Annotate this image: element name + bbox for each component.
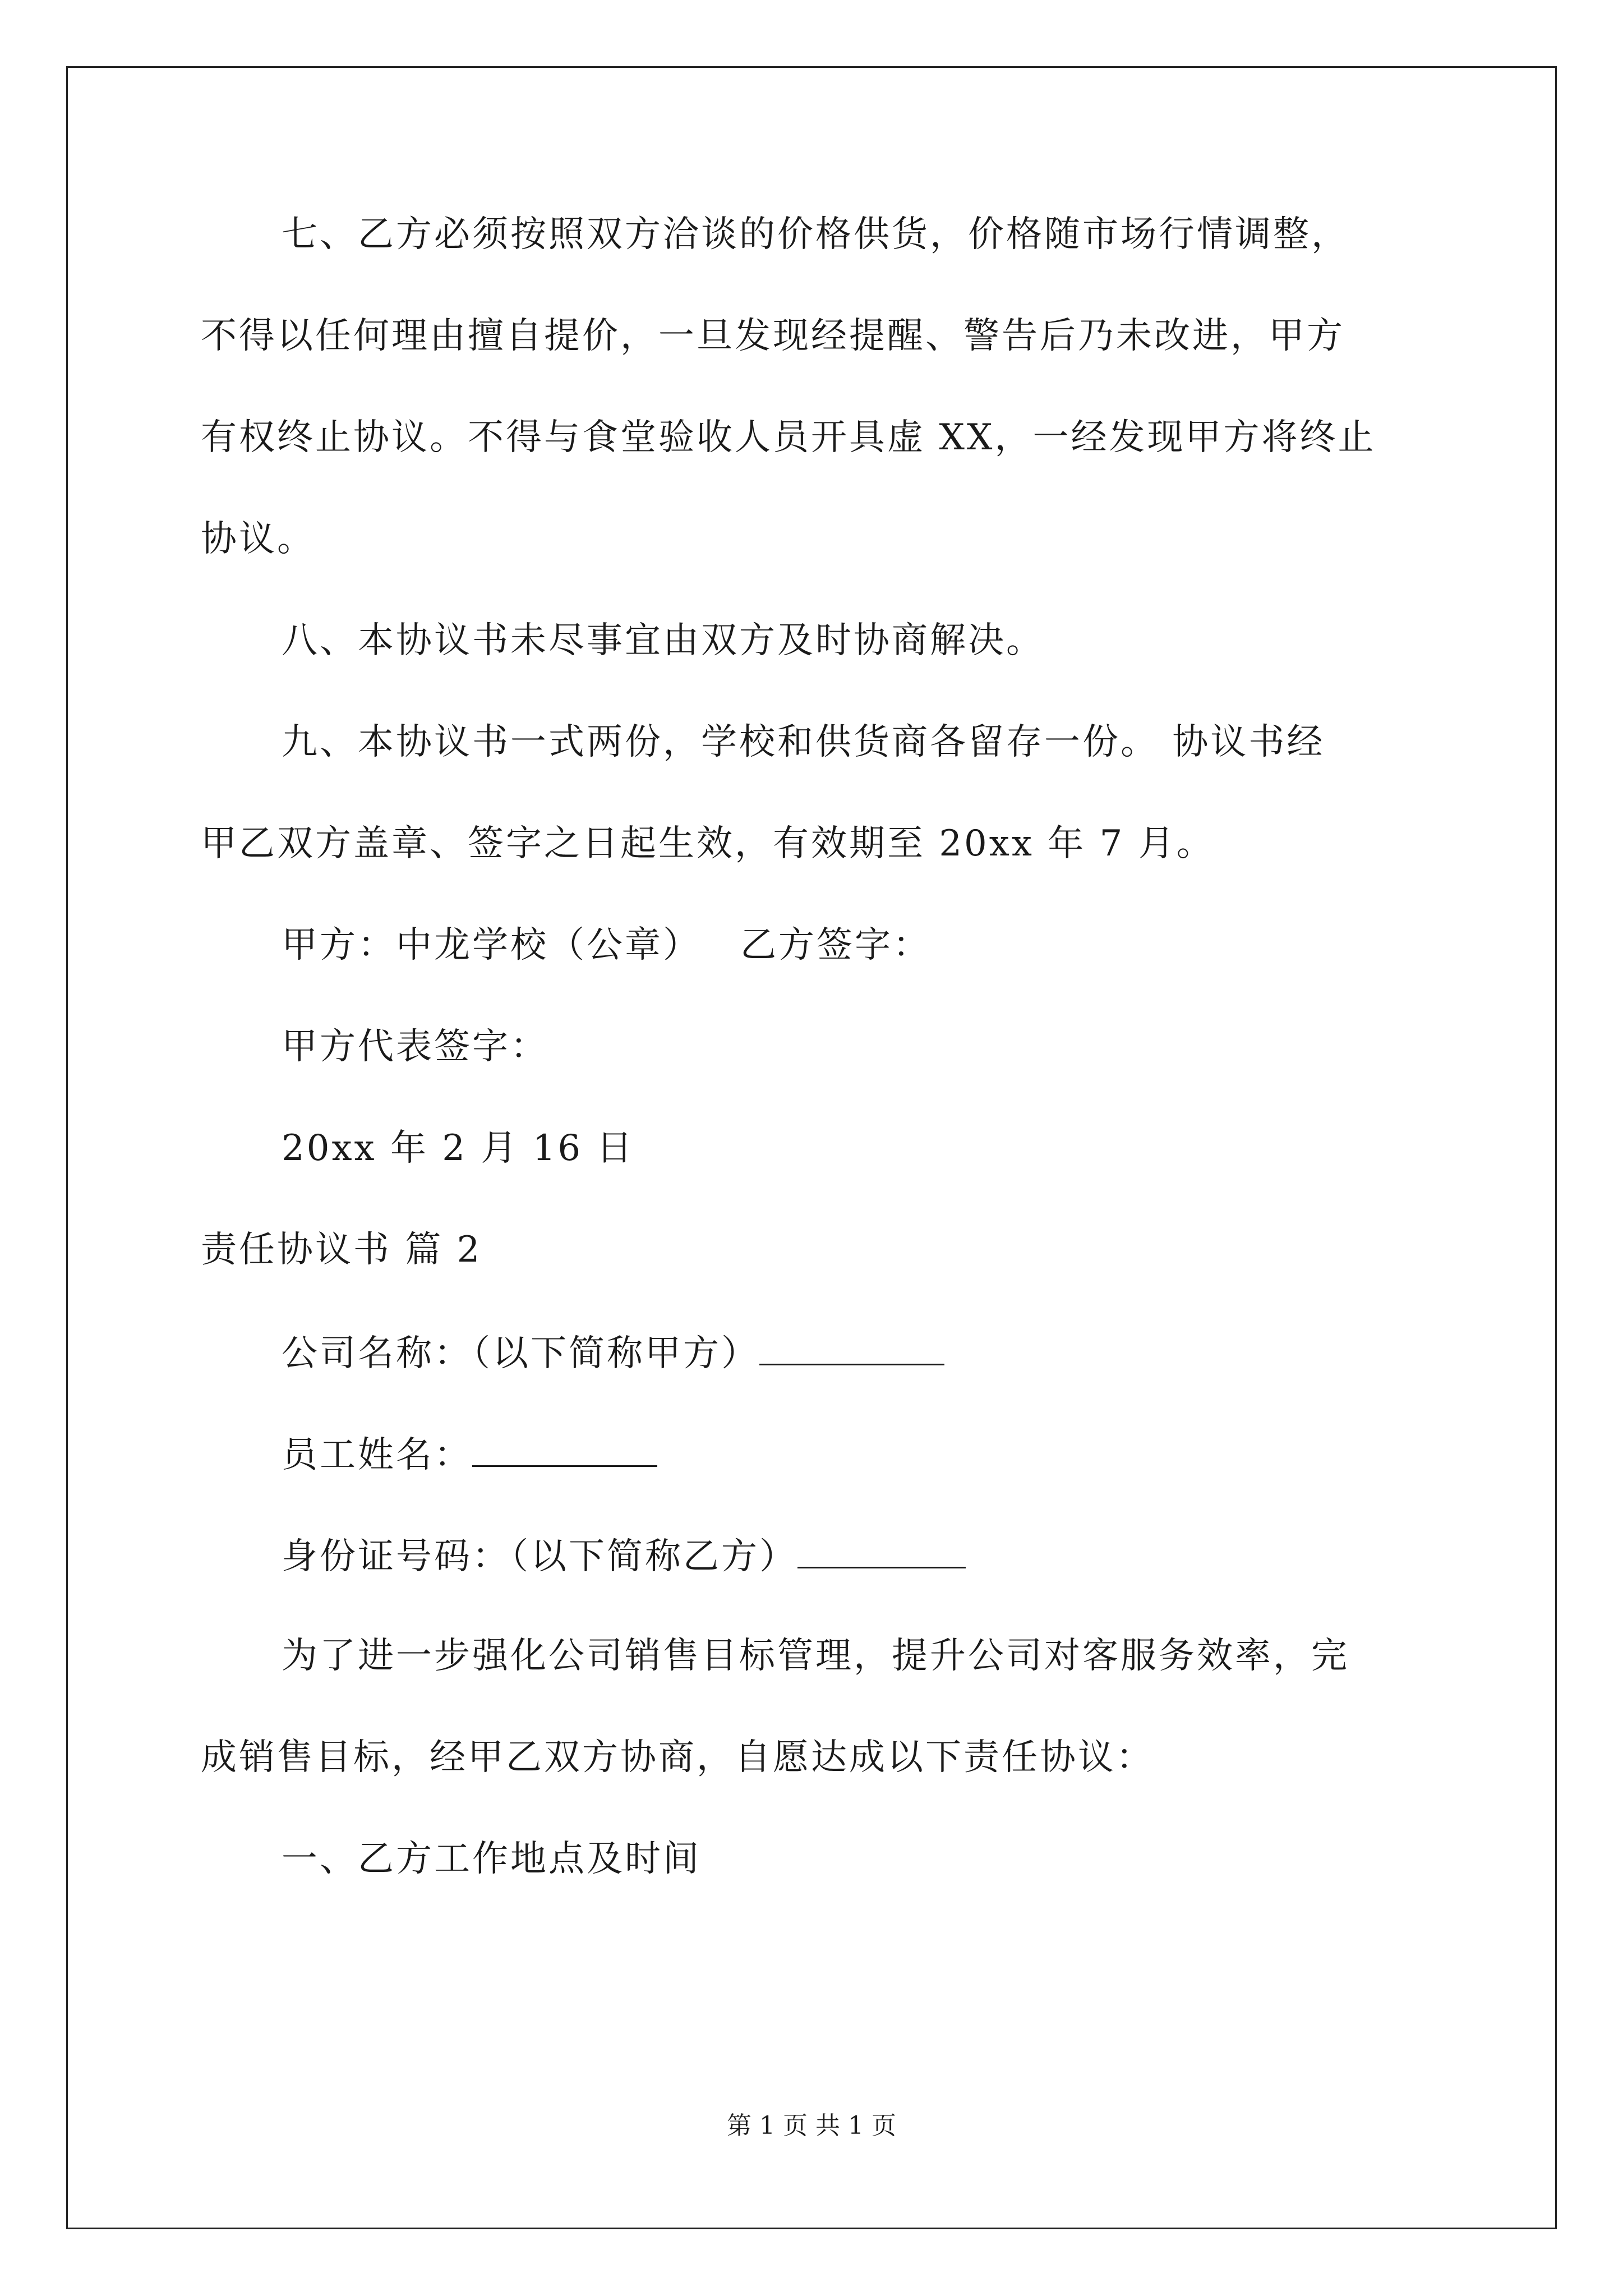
paragraph-line: 七、乙方必须按照双方洽谈的价格供货，价格随市场行情调整， [282,214,1349,255]
party-a-rep-label: 甲方代表签字： [282,1026,548,1068]
id-number-field [201,1527,1423,1581]
signing-date: 20xx 年 2 月 16 日 [282,1128,635,1169]
employee-name-blank [472,1426,657,1467]
signature-parties [201,918,1423,972]
id-number-label: 身份证号码：（以下简称乙方） [282,1536,797,1577]
clause-eight [201,614,1423,668]
company-name-label: 公司名称：（以下简称甲方） [282,1333,759,1374]
paragraph-line: 成销售目标，经甲乙双方协商，自愿达成以下责任协议： [201,1737,1154,1778]
clause-heading: 一、乙方工作地点及时间 [282,1838,701,1880]
paragraph-line: 有权终止协议。不得与食堂验收人员开具虚 XX，一经发现甲方将终止 [201,417,1376,458]
company-name-blank [759,1324,944,1365]
document-body [201,208,1423,1934]
paragraph-line: 甲乙双方盖章、签字之日起生效，有效期至 20xx 年 7 月。 [201,823,1215,864]
clause-nine [201,715,1423,871]
paragraph-line: 八、本协议书未尽事宜由双方及时协商解决。 [282,620,1044,661]
section-title: 责任协议书 篇 2 [201,1229,482,1271]
company-name-field [201,1324,1423,1378]
employee-name-field [201,1426,1423,1480]
id-number-blank [797,1527,966,1568]
intro-paragraph [201,1629,1423,1784]
paragraph-line: 不得以任何理由擅自提价，一旦发现经提醒、警告后乃未改进，甲方 [201,315,1345,357]
party-b-label: 乙方签字： [740,924,931,966]
paragraph-line: 九、本协议书一式两份，学校和供货商各留存一份。 协议书经 [282,721,1325,763]
paragraph-line: 为了进一步强化公司销售目标管理，提升公司对客服务效率，完 [282,1635,1349,1677]
party-a-label: 甲方：中龙学校（公章） [282,924,701,966]
clause-seven [201,208,1423,566]
page-footer: 第 1 页 共 1 页 [727,2111,896,2140]
paragraph-line: 协议。 [201,518,315,560]
employee-name-label: 员工姓名： [282,1434,472,1476]
